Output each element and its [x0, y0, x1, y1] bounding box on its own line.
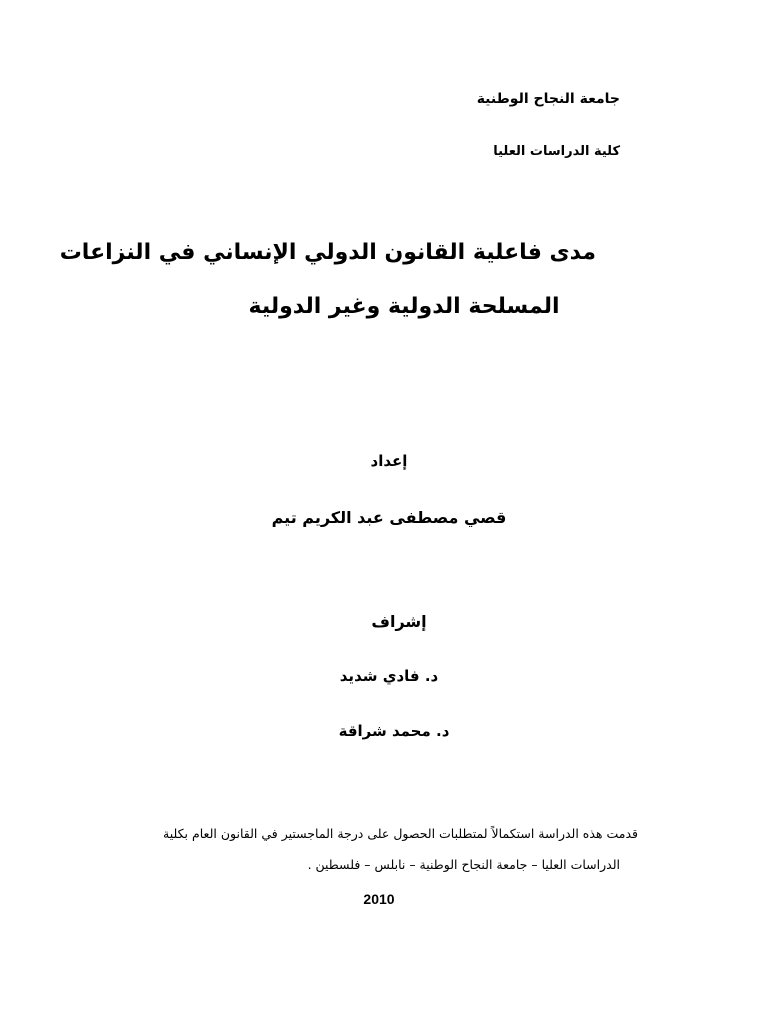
supervisor-2: د. محمد شراقة	[338, 722, 450, 740]
supervisor-1: د. فادي شديد	[339, 667, 439, 685]
supervision-label: إشراف	[371, 612, 427, 631]
submission-note-line-1: قدمت هذه الدراسة استكمالاً لمتطلبات الحصول على درجة الماجستير في القانون العام بكلية	[163, 826, 638, 841]
preparation-label: إعداد	[370, 452, 408, 470]
faculty-name: كلية الدراسات العليا	[493, 144, 620, 159]
submission-year: 2010	[363, 891, 395, 907]
thesis-title-line-1: مدى فاعلية القانون الدولي الإنساني في النزاعات	[59, 240, 596, 265]
author-name: قصي مصطفى عبد الكريم تيم	[271, 508, 507, 527]
thesis-title-line-2: المسلحة الدولية وغير الدولية	[248, 294, 560, 319]
submission-note-line-2: الدراسات العليا – جامعة النجاح الوطنية – نابلس – فلسطين .	[307, 857, 620, 872]
university-name: جامعة النجاح الوطنية	[476, 91, 620, 107]
